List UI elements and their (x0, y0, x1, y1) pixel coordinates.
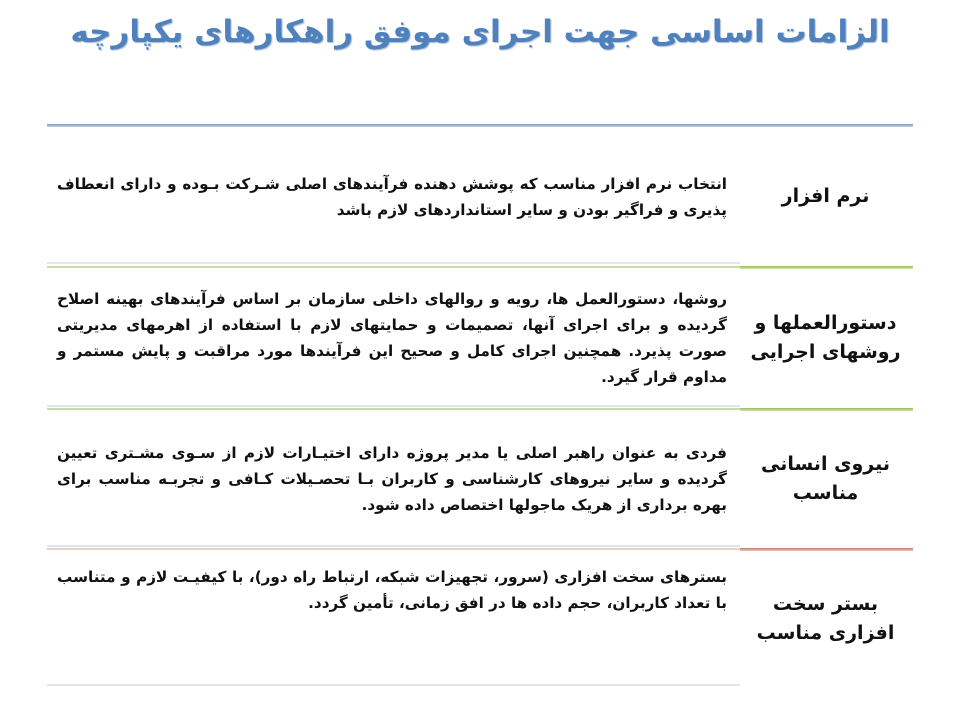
row-divider (47, 545, 740, 547)
row-divider (47, 262, 740, 264)
row-divider (47, 408, 740, 410)
row-description: انتخاب نرم افزار مناسب که پوشش دهنده فرآیندهای اصلی شـرکت بـوده و دارای انعطاف پذیری و فراگیر بودن و سایر استانداردهای لازم باشد (57, 174, 727, 219)
row-label: نیروی انسانی مناسب (760, 452, 891, 504)
row-description: روشها، دستورالعمل ها، رویه و روالهای داخلی سازمان بر اساس فرآیندهای بهینه اصلاح گردیده و برای اجرای آنها، تصمیمات و حمایتهای لازم با استفاده از اهرمهای مدیریتی صورت پذیرد. همچنین اجرای کامل و صحیح این فرآیندها مورد مراقبت و پایش مستمر و مداوم قرار گیرد. (57, 289, 727, 387)
row-description: بسترهای سخت افزاری (سرور، تجهیزات شبکه، ارتباط راه دور)، با کیفیـت لازم و متناسب با تعداد کاربران، حجم داده ها در افق زمانی، تأمین گردد. (57, 568, 727, 613)
table-top-border (47, 124, 913, 127)
row-description: فردی به عنوان راهبر اصلی یا مدیر پروژه دارای اختیـارات لازم از سـوی مشـتری تعیین گردیده و سایر نیروهای کارشناسی و کاربران بـا تحصـیلات کـافی و تجربـه مناسب برای بهره برداری از هریک ماجولها اختصاص داده شود. (57, 443, 727, 515)
row-label: بستر سخت افزاری مناسب (756, 592, 895, 644)
row-divider-green (740, 408, 913, 411)
row-divider-green (740, 266, 913, 269)
row-divider-orange (740, 548, 913, 551)
row-divider (47, 548, 740, 550)
table-row-hardware (47, 556, 913, 682)
row-divider (47, 405, 740, 407)
row-label: نرم افزار (781, 185, 870, 208)
row-label: دستورالعملها و روشهای اجرایی (750, 311, 901, 363)
table-row-human-resources (47, 414, 913, 544)
table-row-software (47, 134, 913, 260)
table-bottom-border (47, 684, 740, 686)
slide-title: الزامات اساسی جهت اجرای موفق راهکارهای یکپارچه (70, 14, 890, 50)
row-divider (47, 266, 740, 268)
table-row-procedures (47, 272, 913, 404)
